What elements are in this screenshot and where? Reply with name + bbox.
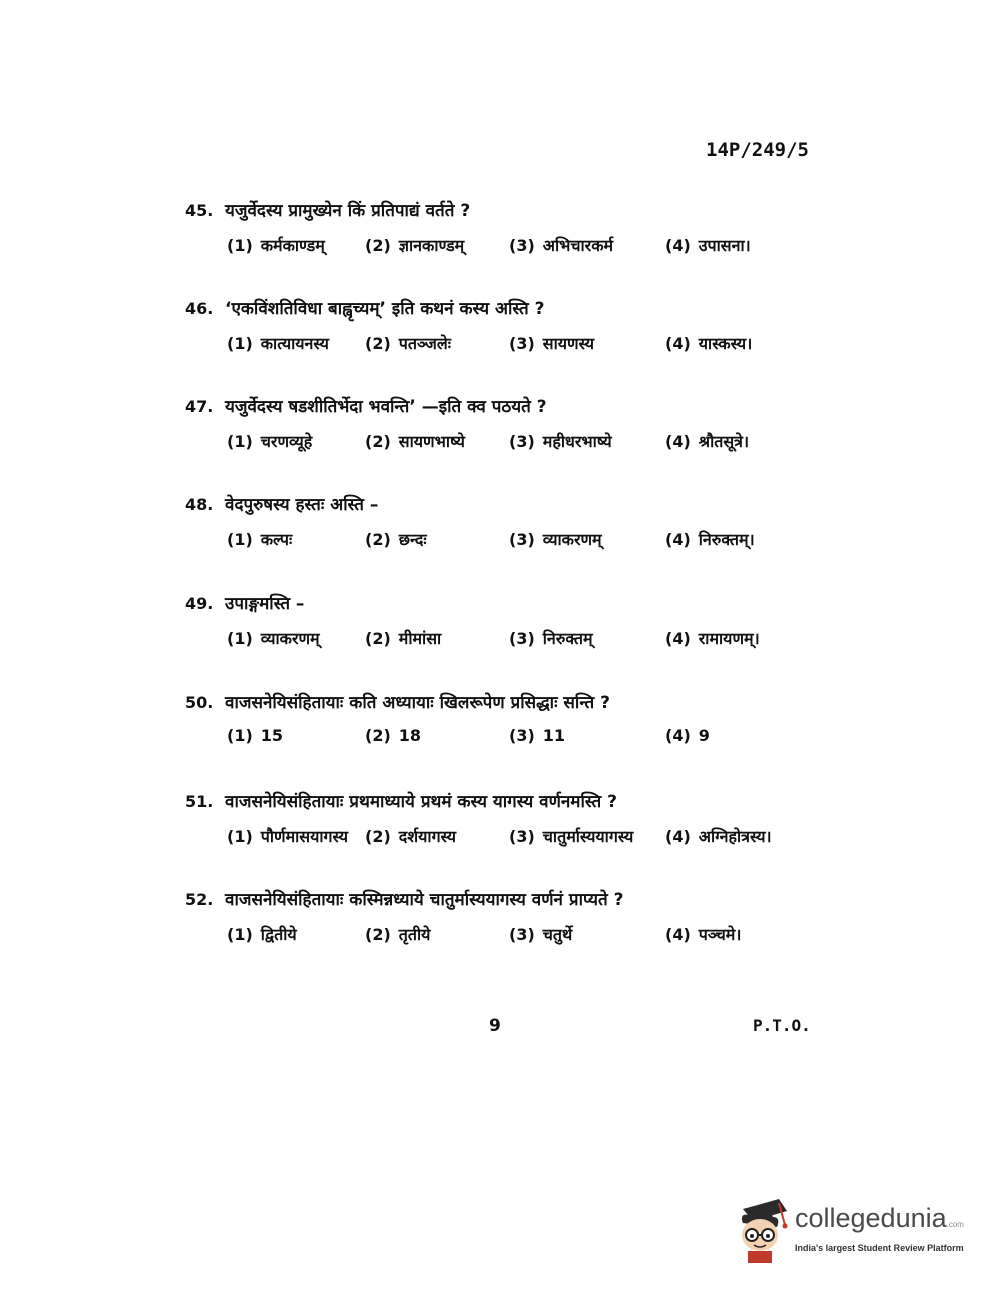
option-number: (2) xyxy=(365,827,391,846)
option-text: द्वितीये xyxy=(260,925,297,944)
option-number: (3) xyxy=(509,334,535,353)
option-number: (3) xyxy=(509,236,535,255)
option-text: ज्ञानकाण्डम् xyxy=(398,236,465,255)
option-number: (4) xyxy=(665,629,691,648)
option-text: श्रौतसूत्रे। xyxy=(698,432,750,451)
option-4 xyxy=(665,528,755,550)
option-text: चातुर्मास्ययागस्य xyxy=(542,827,634,846)
question-line xyxy=(185,789,825,817)
option-2 xyxy=(365,234,464,256)
option-number: (1) xyxy=(227,827,253,846)
option-4 xyxy=(665,332,752,354)
question-text: यजुर्वेदस्य षडशीतिर्भेदा भवन्ति’ —इति क्व पठयते ? xyxy=(225,397,547,417)
option-number: (1) xyxy=(227,236,253,255)
option-text: सायणभाष्ये xyxy=(398,432,465,451)
option-text: कात्यायनस्य xyxy=(260,334,329,353)
option-number: (4) xyxy=(665,236,691,255)
question-line xyxy=(185,296,825,324)
option-text: 9 xyxy=(698,726,710,745)
question-block xyxy=(185,492,825,558)
option-4 xyxy=(665,234,751,256)
option-text: कर्मकाण्डम् xyxy=(260,236,325,255)
options-row xyxy=(185,825,825,855)
option-3 xyxy=(509,332,594,354)
question-line xyxy=(185,690,825,718)
option-text: व्याकरणम् xyxy=(542,530,602,549)
option-1 xyxy=(227,528,292,550)
question-line xyxy=(185,591,825,619)
option-1 xyxy=(227,627,320,649)
option-3 xyxy=(509,825,633,847)
option-number: (4) xyxy=(665,530,691,549)
question-number: 51. xyxy=(185,792,214,811)
option-text: अग्निहोत्रस्य। xyxy=(698,827,772,846)
option-number: (3) xyxy=(509,925,535,944)
option-2 xyxy=(365,627,441,649)
option-number: (1) xyxy=(227,925,253,944)
mascot-icon xyxy=(735,1195,793,1265)
logo-tagline: India's largest Student Review Platform xyxy=(795,1243,964,1253)
collegedunia-logo[interactable] xyxy=(735,1195,964,1265)
option-number: (1) xyxy=(227,629,253,648)
option-text: अभिचारकर्म xyxy=(542,236,614,255)
option-1 xyxy=(227,332,329,354)
question-text: वाजसनेयिसंहितायाः कस्मिन्नध्याये चातुर्मास्ययागस्य वर्णनं प्राप्यते ? xyxy=(225,890,624,910)
question-block xyxy=(185,198,825,264)
paper-code: 14P/249/5 xyxy=(706,139,809,161)
option-number: (3) xyxy=(509,726,535,745)
question-line xyxy=(185,887,825,915)
logo-wordmark: collegedunia.com xyxy=(795,1203,964,1233)
option-4 xyxy=(665,923,741,945)
pto-label: P.T.O. xyxy=(753,1016,811,1035)
option-number: (3) xyxy=(509,530,535,549)
option-number: (3) xyxy=(509,629,535,648)
question-number: 46. xyxy=(185,299,214,318)
option-number: (2) xyxy=(365,726,391,745)
option-3 xyxy=(509,726,565,745)
option-text: सायणस्य xyxy=(542,334,595,353)
option-text: पञ्चमे। xyxy=(698,925,742,944)
question-number: 47. xyxy=(185,397,214,416)
option-1 xyxy=(227,923,297,945)
options-row xyxy=(185,726,825,756)
question-line xyxy=(185,394,825,422)
question-number: 45. xyxy=(185,201,214,220)
question-line xyxy=(185,492,825,520)
option-number: (3) xyxy=(509,827,535,846)
options-row xyxy=(185,528,825,558)
question-block xyxy=(185,394,825,460)
option-4 xyxy=(665,726,710,745)
option-text: 11 xyxy=(542,726,566,745)
option-2 xyxy=(365,430,465,452)
option-text: छन्दः xyxy=(398,530,427,549)
option-2 xyxy=(365,528,427,550)
options-row xyxy=(185,923,825,953)
option-2 xyxy=(365,825,456,847)
option-number: (1) xyxy=(227,432,253,451)
question-block xyxy=(185,690,825,756)
option-2 xyxy=(365,923,430,945)
option-number: (1) xyxy=(227,334,253,353)
options-row xyxy=(185,627,825,657)
question-text: वाजसनेयिसंहितायाः कति अध्यायाः खिलरूपेण प्रसिद्धाः सन्ति ? xyxy=(225,693,611,713)
question-block xyxy=(185,887,825,953)
option-number: (4) xyxy=(665,432,691,451)
question-block xyxy=(185,296,825,362)
option-3 xyxy=(509,627,593,649)
option-text: उपासना। xyxy=(698,236,751,255)
option-number: (4) xyxy=(665,827,691,846)
option-3 xyxy=(509,234,613,256)
option-text: व्याकरणम् xyxy=(260,629,320,648)
option-number: (2) xyxy=(365,334,391,353)
option-text: दर्शयागस्य xyxy=(398,827,457,846)
option-number: (1) xyxy=(227,726,253,745)
option-4 xyxy=(665,430,749,452)
option-text: मीमांसा xyxy=(398,629,442,648)
question-number: 49. xyxy=(185,594,214,613)
option-text: निरुक्तम् xyxy=(542,629,593,648)
question-number: 48. xyxy=(185,495,214,514)
option-number: (3) xyxy=(509,432,535,451)
page-number: 9 xyxy=(489,1016,501,1036)
option-3 xyxy=(509,528,602,550)
options-row xyxy=(185,234,825,264)
option-text: 18 xyxy=(398,726,422,745)
option-text: पौर्णमासयागस्य xyxy=(260,827,349,846)
option-text: महीधरभाष्ये xyxy=(542,432,612,451)
option-number: (4) xyxy=(665,334,691,353)
option-number: (2) xyxy=(365,925,391,944)
option-text: रामायणम्। xyxy=(698,629,760,648)
question-text: ‘एकविंशतिविधा बाह्वृच्यम्’ इति कथनं कस्य अस्ति ? xyxy=(225,299,545,319)
question-line xyxy=(185,198,825,226)
option-number: (2) xyxy=(365,432,391,451)
question-block xyxy=(185,789,825,855)
option-number: (2) xyxy=(365,236,391,255)
option-text: 15 xyxy=(260,726,284,745)
option-1 xyxy=(227,430,312,452)
question-text: उपाङ्गमस्ति – xyxy=(225,594,305,614)
option-text: चतुर्थे xyxy=(542,925,573,944)
option-text: निरुक्तम्। xyxy=(698,530,755,549)
option-number: (2) xyxy=(365,629,391,648)
question-text: वेदपुरुषस्य हस्तः अस्ति – xyxy=(225,495,379,515)
question-text: यजुर्वेदस्य प्रामुख्येन किं प्रतिपाद्यं वर्तते ? xyxy=(225,201,471,221)
option-text: कल्पः xyxy=(260,530,293,549)
question-block xyxy=(185,591,825,657)
options-row xyxy=(185,430,825,460)
options-row xyxy=(185,332,825,362)
option-1 xyxy=(227,825,348,847)
option-text: पतञ्जलेः xyxy=(398,334,451,353)
question-text: वाजसनेयिसंहितायाः प्रथमाध्याये प्रथमं कस्य यागस्य वर्णनमस्ति ? xyxy=(225,792,617,812)
option-number: (2) xyxy=(365,530,391,549)
option-text: यास्कस्य। xyxy=(698,334,753,353)
option-4 xyxy=(665,825,772,847)
option-2 xyxy=(365,726,421,745)
option-number: (4) xyxy=(665,726,691,745)
option-3 xyxy=(509,430,612,452)
option-number: (1) xyxy=(227,530,253,549)
option-text: चरणव्यूहे xyxy=(260,432,313,451)
option-3 xyxy=(509,923,572,945)
option-1 xyxy=(227,726,283,745)
option-text: तृतीये xyxy=(398,925,431,944)
question-number: 52. xyxy=(185,890,214,909)
option-4 xyxy=(665,627,760,649)
option-2 xyxy=(365,332,451,354)
option-number: (4) xyxy=(665,925,691,944)
question-number: 50. xyxy=(185,693,214,712)
option-1 xyxy=(227,234,325,256)
